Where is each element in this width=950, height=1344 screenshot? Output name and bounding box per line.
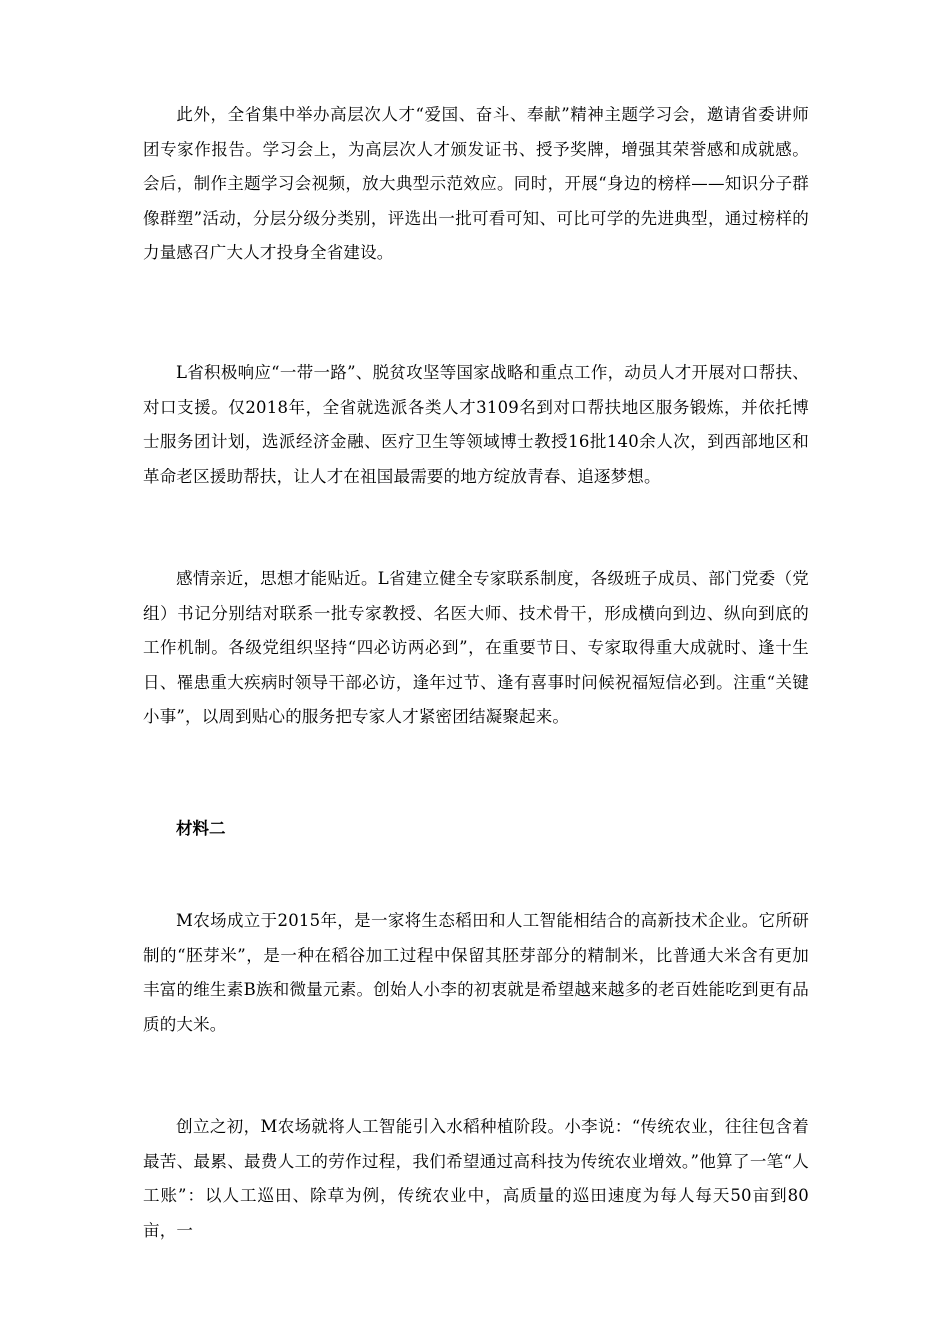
paragraph-expert-contact bbox=[143, 562, 809, 735]
paragraph-text: M农场成立于2015年，是一家将生态稻田和人工智能相结合的高新技术企业。它所研制的“胚芽米”，是一种在稻谷加工过程中保留其胚芽部分的精制米，比普通大米含有更加丰富的维生素B族和微量元素。创始人小李的初衷就是希望越来越多的老百姓能吃到更有品质的大米。 bbox=[143, 911, 809, 1034]
paragraph-ai-farming bbox=[143, 1110, 809, 1248]
paragraph-text: 创立之初，M农场就将人工智能引入水稻种植阶段。小李说：“传统农业，往往包含着最苦、最累、最费人工的劳作过程，我们希望通过高科技为传统农业增效。”他算了一笔“人工账”：以人工巡田、除草为例，传统农业中，高质量的巡田速度为每人每天50亩到80亩，一 bbox=[143, 1117, 809, 1240]
paragraph-talent-study bbox=[143, 98, 809, 271]
section-heading-material-two: 材料二 bbox=[176, 819, 226, 838]
paragraph-text: L省积极响应“一带一路”、脱贫攻坚等国家战略和重点工作，动员人才开展对口帮扶、对口支援。仅2018年，全省就选派各类人才3109名到对口帮扶地区服务锻炼，并依托博士服务团计划，选派经济金融、医疗卫生等领域博士教授16批140余人次，到西部地区和革命老区援助帮扶，让人才在祖国最需要的地方绽放青春、追逐梦想。 bbox=[143, 363, 809, 486]
paragraph-text: 此外，全省集中举办高层次人才“爱国、奋斗、奉献”精神主题学习会，邀请省委讲师团专家作报告。学习会上，为高层次人才颁发证书、授予奖牌，增强其荣誉感和成就感。会后，制作主题学习会视频，放大典型示范效应。同时，开展“身边的榜样——知识分子群像群塑”活动，分层分级分类别，评选出一批可看可知、可比可学的先进典型，通过榜样的力量感召广大人才投身全省建设。 bbox=[143, 105, 809, 262]
paragraph-farm-intro bbox=[143, 904, 809, 1042]
paragraph-text: 感情亲近，思想才能贴近。L省建立健全专家联系制度，各级班子成员、部门党委（党组）书记分别结对联系一批专家教授、名医大师、技术骨干，形成横向到边、纵向到底的工作机制。各级党组织坚持“四必访两必到”，在重要节日、专家取得重大成就时、逢十生日、罹患重大疾病时领导干部必访，逢年过节、逢有喜事时问候祝福短信必到。注重“关键小事”，以周到贴心的服务把专家人才紧密团结凝聚起来。 bbox=[143, 569, 809, 726]
paragraph-counterpart-support bbox=[143, 356, 809, 494]
